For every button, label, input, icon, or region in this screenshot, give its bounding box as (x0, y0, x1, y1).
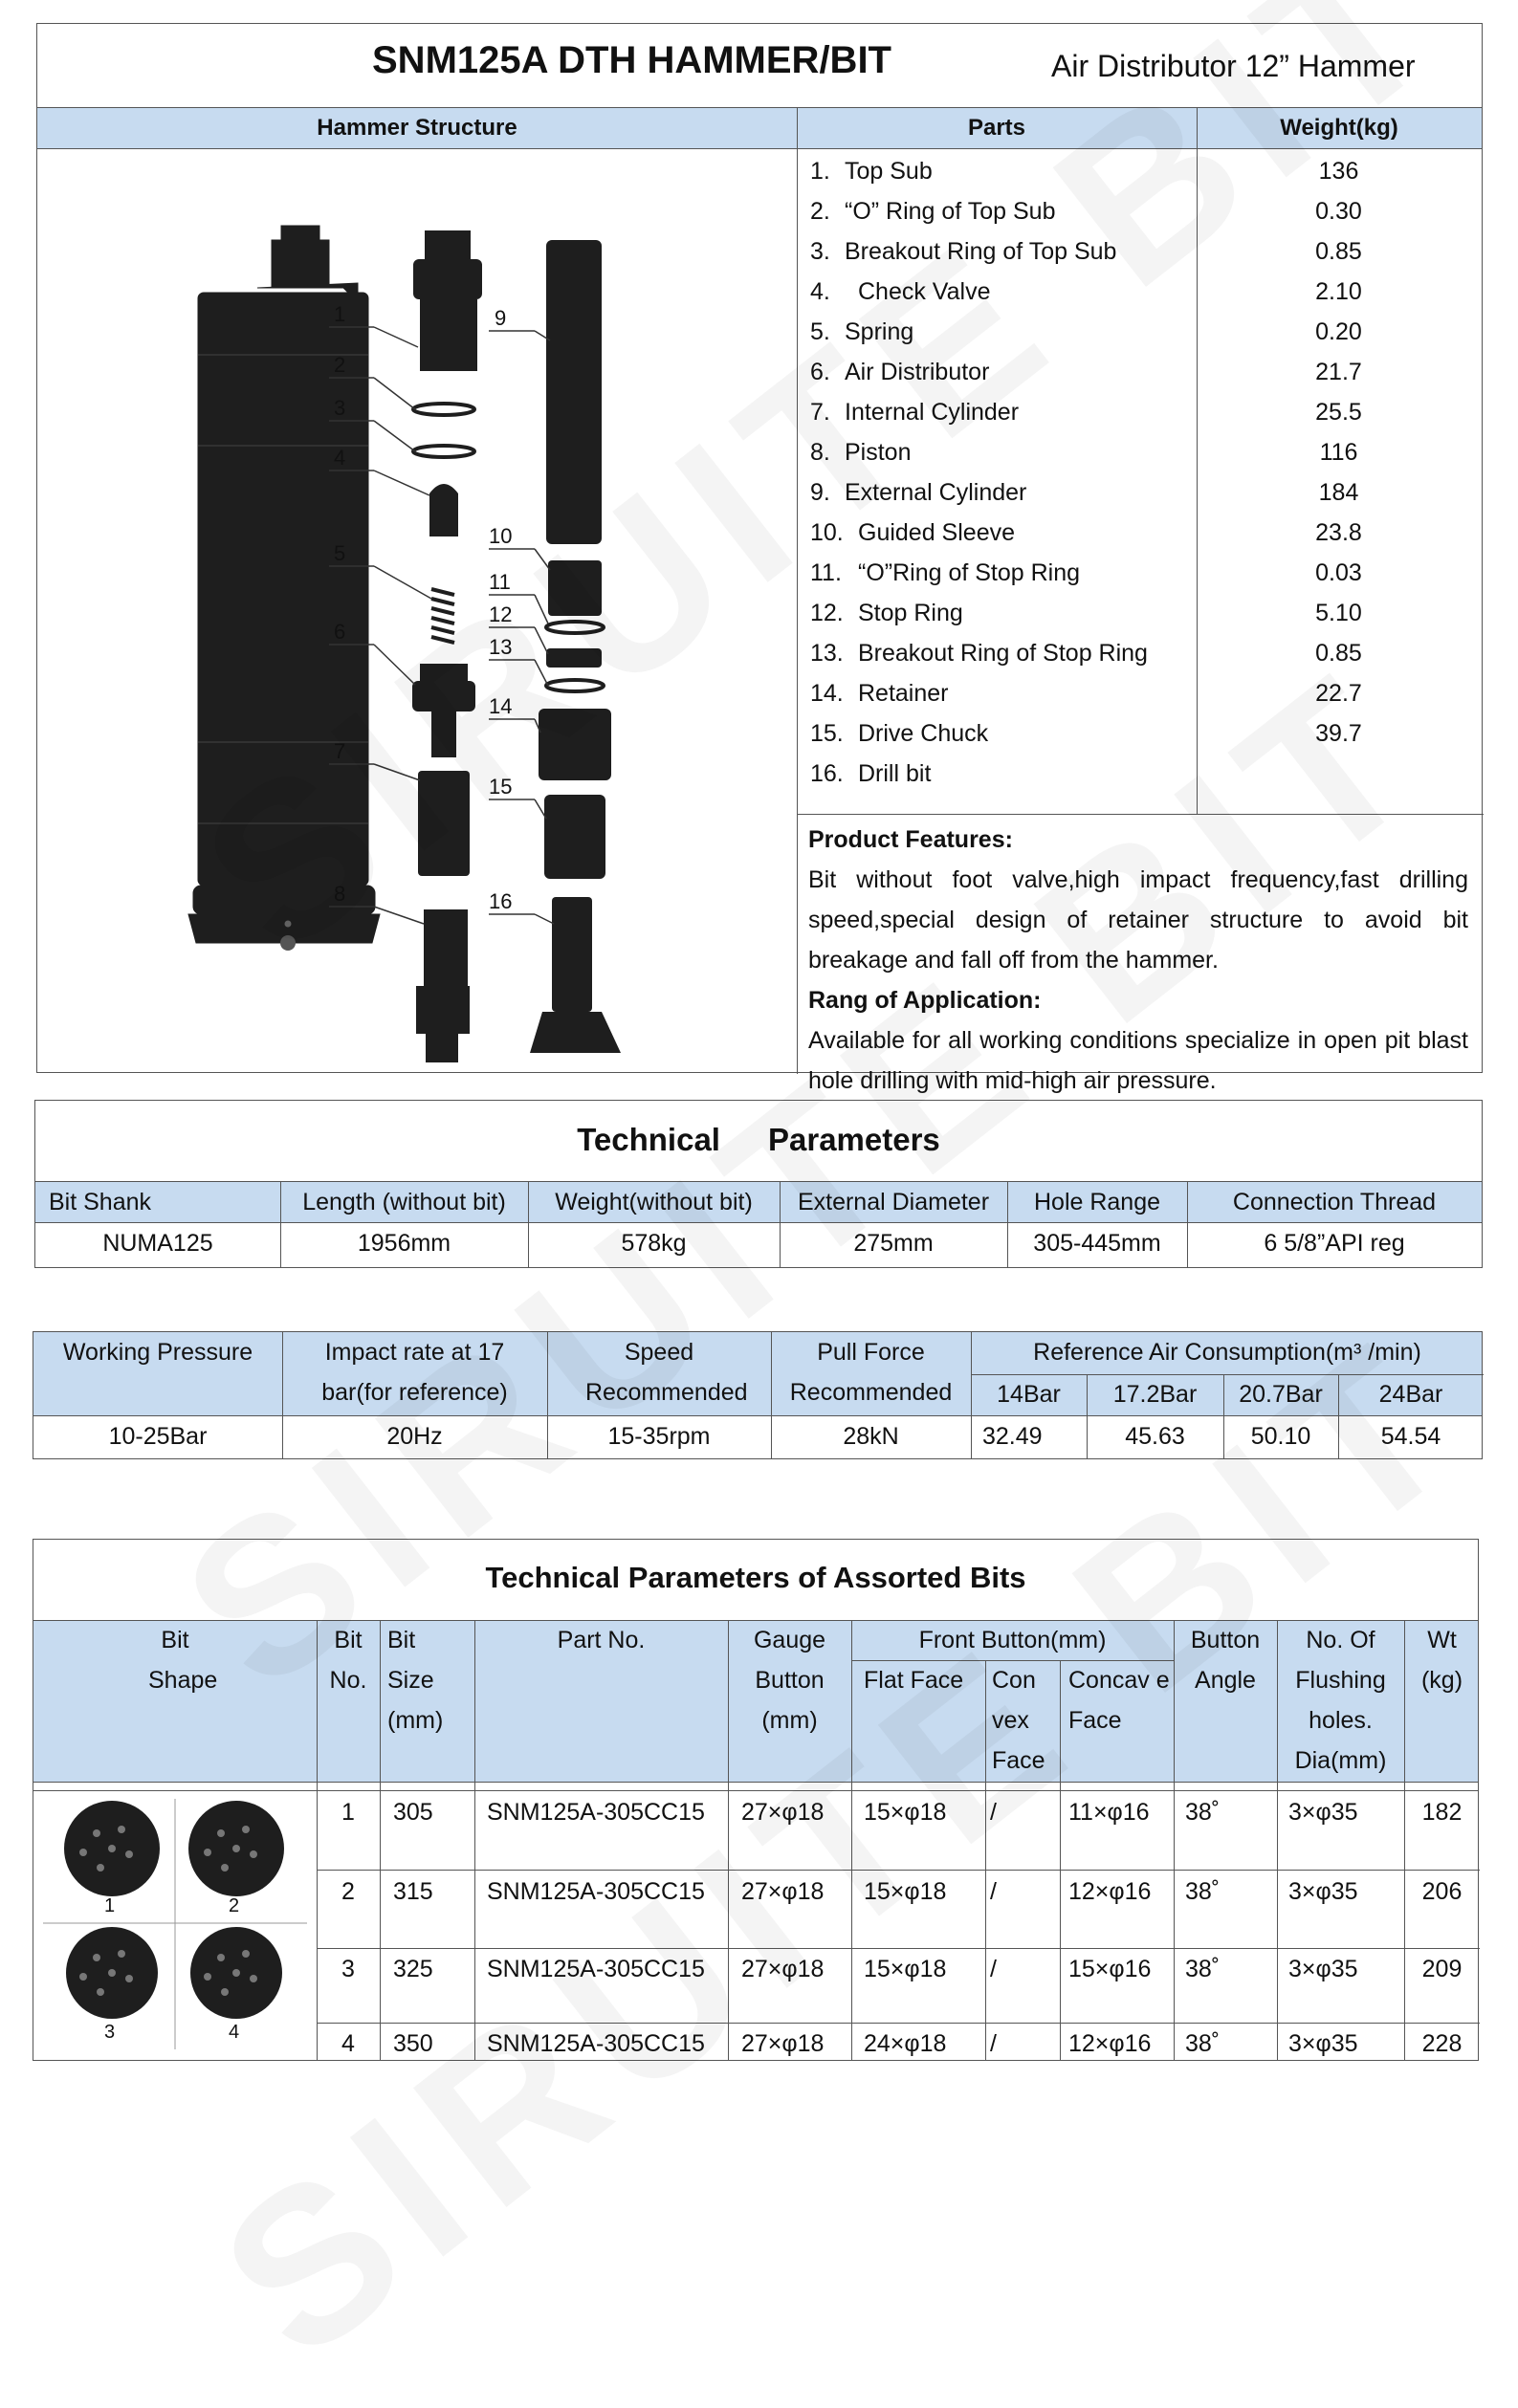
part-row: 4. Check Valve 2.10 (810, 278, 1362, 305)
diagram-label-6: 6 (334, 620, 346, 644)
flushing-holes-header: No. Of Flushing holes. Dia(mm) (1294, 1627, 1387, 1774)
convex-face: / (990, 1878, 997, 1905)
convex-face: / (990, 2030, 997, 2057)
part-row: 14. Retainer 22.7 (810, 680, 1362, 707)
air-col-24bar: 24Bar (1378, 1381, 1443, 1408)
part-row: 8. Piston 116 (810, 439, 1358, 466)
bit-no: 4 (341, 2030, 355, 2057)
operating-parameters-block (33, 1331, 1483, 1459)
diagram-label-5: 5 (334, 541, 346, 565)
bit-shank-value: NUMA125 (102, 1230, 213, 1257)
diagram-label-2: 2 (334, 353, 346, 377)
gauge-button: 27×φ18 (741, 1956, 825, 1982)
diagram-label-8: 8 (334, 882, 346, 906)
application-text: Available for all working conditions specialize in open pit blast hole drilling with mid-high air pressure. (808, 1027, 1468, 1094)
flat-face: 15×φ18 (864, 1799, 947, 1826)
concave-face: 12×φ16 (1068, 1878, 1152, 1905)
convex-face-header: Con vex Face (992, 1667, 1045, 1774)
product-features-heading: Product Features: (808, 826, 1013, 853)
part-row: 15. Drive Chuck 39.7 (810, 720, 1362, 747)
speed-header: Speed Recommended (585, 1339, 748, 1406)
bit-shank-header: Bit Shank (49, 1189, 152, 1215)
assorted-bits-block (33, 1539, 1479, 2061)
bit-size-header: Bit Size (mm) (387, 1627, 444, 1734)
flat-face-header: Flat Face (864, 1667, 964, 1694)
page-subtitle: Air Distributor 12” Hammer (1051, 49, 1416, 83)
flat-face: 15×φ18 (864, 1878, 947, 1905)
diagram-label-12: 12 (489, 602, 513, 626)
length-header: Length (without bit) (302, 1189, 506, 1215)
bit-shape-label-3: 3 (104, 2022, 116, 2043)
air-col-20bar: 20.7Bar (1239, 1381, 1323, 1408)
flushing-holes: 3×φ35 (1288, 1956, 1358, 1982)
flat-face: 15×φ18 (864, 1956, 947, 1982)
bit-size: 305 (393, 1799, 433, 1826)
diagram-label-9: 9 (495, 306, 507, 330)
weight-heading: Weight(kg) (1280, 115, 1398, 141)
parts-heading: Parts (967, 115, 1026, 141)
air-17bar-value: 45.63 (1125, 1423, 1185, 1450)
speed-value: 15-35rpm (607, 1423, 711, 1450)
technical-parameters-title: Technical Parameters (577, 1122, 940, 1157)
length-value: 1956mm (357, 1230, 451, 1257)
part-row: 12. Stop Ring 5.10 (810, 600, 1362, 626)
bit-shape-header: Bit Shape (148, 1627, 218, 1694)
air-20bar-value: 50.10 (1250, 1423, 1311, 1450)
air-consumption-header: Reference Air Consumption(m³ /min) (1033, 1339, 1421, 1366)
page-title: SNM125A DTH HAMMER/BIT (372, 39, 891, 81)
flushing-holes: 3×φ35 (1288, 2030, 1358, 2057)
part-no-header: Part No. (557, 1627, 646, 1653)
button-angle: 38˚ (1185, 2030, 1221, 2057)
weight-value: 578kg (621, 1230, 687, 1257)
diagram-label-7: 7 (334, 739, 346, 763)
bit-no-header: Bit No. (329, 1627, 367, 1694)
flushing-holes: 3×φ35 (1288, 1799, 1358, 1826)
diagram-label-10: 10 (489, 524, 513, 548)
convex-face: / (990, 1799, 997, 1826)
diagram-label-13: 13 (489, 635, 513, 659)
convex-face: / (990, 1956, 997, 1982)
connection-thread-value: 6 5/8”API reg (1264, 1230, 1405, 1257)
wt: 228 (1421, 2030, 1463, 2057)
bit-size: 315 (393, 1878, 433, 1905)
wt-header: Wt (kg) (1420, 1627, 1463, 1694)
parts-list (797, 151, 1482, 814)
bit-shape-label-1: 1 (104, 1895, 116, 1916)
part-no: SNM125A-305CC15 (487, 1956, 705, 1982)
part-no: SNM125A-305CC15 (487, 1799, 705, 1826)
gauge-button: 27×φ18 (741, 2030, 825, 2057)
hole-range-header: Hole Range (1033, 1189, 1161, 1215)
part-row: 3. Breakout Ring of Top Sub 0.85 (810, 238, 1362, 265)
external-diameter-value: 275mm (853, 1230, 934, 1257)
impact-rate-value: 20Hz (386, 1423, 443, 1450)
flat-face: 24×φ18 (864, 2030, 947, 2057)
flushing-holes: 3×φ35 (1288, 1878, 1358, 1905)
diagram-label-16: 16 (489, 889, 513, 913)
external-diameter-header: External Diameter (797, 1189, 990, 1215)
concave-face: 11×φ16 (1068, 1799, 1150, 1826)
part-no: SNM125A-305CC15 (487, 1878, 705, 1905)
pull-force-header: Pull Force Recommended (789, 1339, 953, 1406)
application-heading: Rang of Application: (808, 987, 1042, 1014)
bit-shape-images (33, 1791, 317, 2061)
wt: 182 (1421, 1799, 1463, 1826)
button-angle: 38˚ (1185, 1878, 1221, 1905)
working-pressure-header: Working Pressure (62, 1339, 253, 1366)
concave-face: 15×φ16 (1068, 1956, 1152, 1982)
gauge-button: 27×φ18 (741, 1799, 825, 1826)
wt: 209 (1421, 1956, 1463, 1982)
pull-force-value: 28kN (843, 1423, 899, 1450)
impact-rate-header: Impact rate at 17 bar(for reference) (321, 1339, 508, 1406)
air-24bar-value: 54.54 (1380, 1423, 1441, 1450)
concave-face: 12×φ16 (1068, 2030, 1152, 2057)
bit-no: 2 (341, 1878, 355, 1905)
button-angle: 38˚ (1185, 1956, 1221, 1982)
part-row: 10. Guided Sleeve 23.8 (810, 519, 1362, 546)
button-angle: 38˚ (1185, 1799, 1221, 1826)
part-row: 2. “O” Ring of Top Sub 0.30 (810, 198, 1362, 225)
air-col-14bar: 14Bar (997, 1381, 1061, 1408)
working-pressure-value: 10-25Bar (108, 1423, 208, 1450)
part-row: 11. “O”Ring of Stop Ring 0.03 (810, 559, 1362, 586)
part-row: 13. Breakout Ring of Stop Ring 0.85 (810, 640, 1362, 667)
gauge-button: 27×φ18 (741, 1878, 825, 1905)
button-angle-header: Button Angle (1190, 1627, 1261, 1694)
part-row: 6. Air Distributor 21.7 (810, 359, 1362, 385)
diagram-label-3: 3 (334, 396, 346, 420)
part-row: 16. Drill bit (810, 760, 932, 787)
product-features-text: Bit without foot valve,high impact frequency,fast drilling speed,special design of retainer structure to avoid bit breakage and fall off from the hammer. (808, 866, 1468, 974)
air-col-17bar: 17.2Bar (1112, 1381, 1198, 1408)
bit-shape-label-4: 4 (229, 2022, 240, 2043)
technical-parameters-block (34, 1100, 1483, 1268)
assembled-hammer (198, 293, 368, 886)
hammer-exploded-diagram (37, 149, 797, 1073)
diagram-label-1: 1 (334, 302, 346, 326)
concave-face-header: Concav e Face (1068, 1667, 1170, 1734)
bit-size: 325 (393, 1956, 433, 1982)
diagram-label-4: 4 (334, 446, 346, 470)
part-row: 9. External Cylinder 184 (810, 479, 1359, 506)
diagram-label-11: 11 (489, 570, 511, 594)
connection-thread-header: Connection Thread (1232, 1189, 1437, 1215)
assorted-bits-title: Technical Parameters of Assorted Bits (485, 1561, 1026, 1594)
air-14bar-value: 32.49 (982, 1423, 1043, 1450)
part-row: 1. Top Sub 136 (810, 158, 1359, 185)
wt: 206 (1421, 1878, 1463, 1905)
front-button-header: Front Button(mm) (918, 1627, 1107, 1653)
diagram-label-15: 15 (489, 775, 513, 799)
diagram-label-14: 14 (489, 694, 513, 718)
bit-shape-label-2: 2 (229, 1895, 240, 1916)
bit-no: 1 (341, 1799, 355, 1826)
bit-size: 350 (393, 2030, 433, 2057)
gauge-button-header: Gauge Button (mm) (753, 1627, 826, 1734)
hole-range-value: 305-445mm (1033, 1230, 1161, 1257)
part-no: SNM125A-305CC15 (487, 2030, 705, 2057)
part-row: 5. Spring 0.20 (810, 318, 1362, 345)
features-section (797, 814, 1482, 1094)
hammer-structure-block (36, 23, 1483, 1094)
bit-no: 3 (341, 1956, 355, 1982)
weight-header: Weight(without bit) (555, 1189, 753, 1215)
hammer-structure-heading: Hammer Structure (317, 115, 517, 141)
part-row: 7. Internal Cylinder 25.5 (810, 399, 1362, 426)
